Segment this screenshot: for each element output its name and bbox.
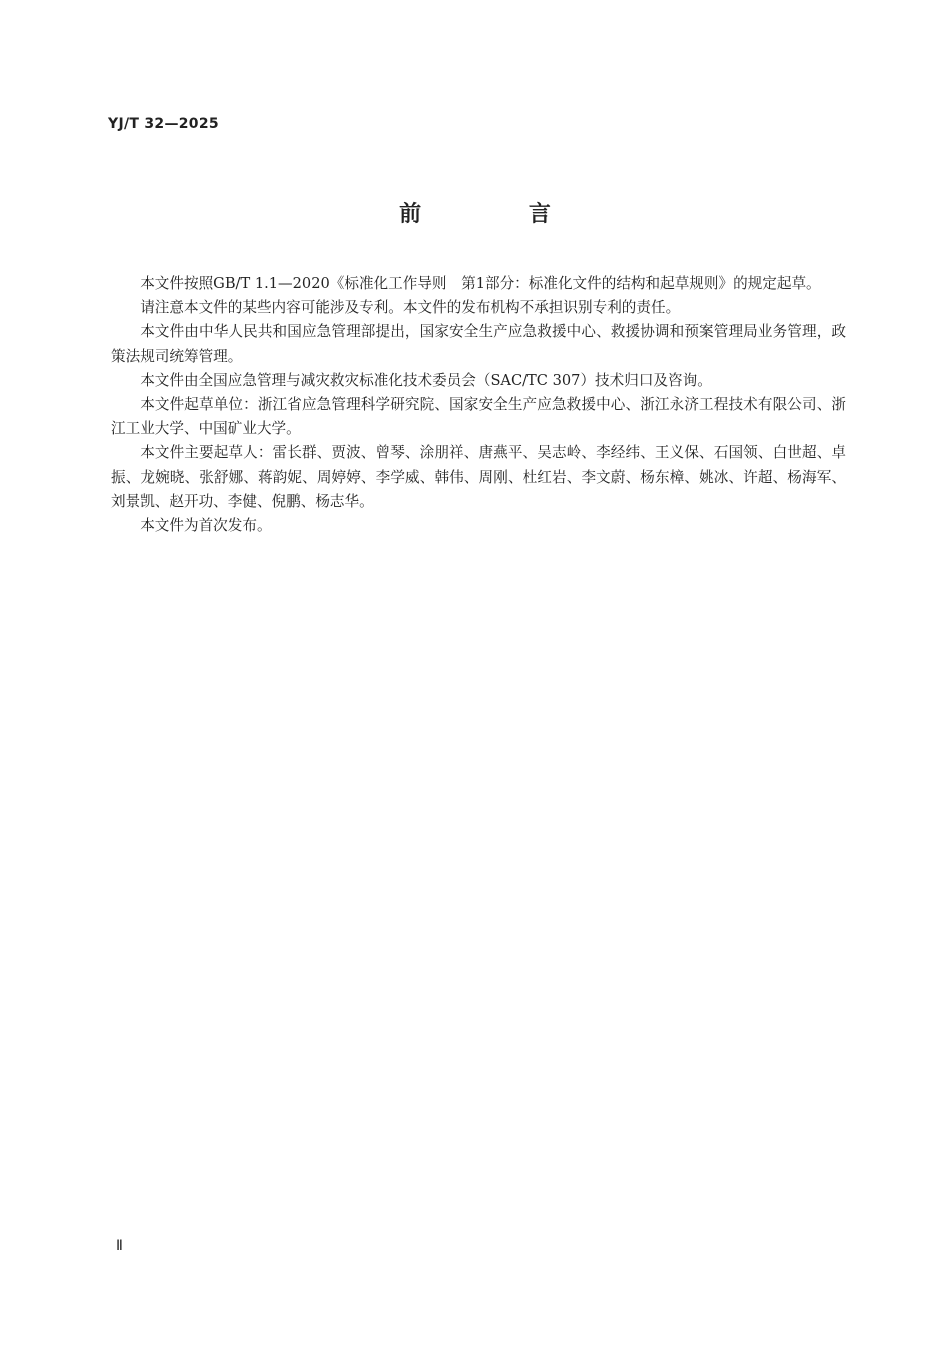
paragraph-technical-committee: 本文件由全国应急管理与减灾救灾标准化技术委员会（SAC/TC 307）技术归口及咨询。 [140,371,712,389]
page-number: Ⅱ [116,1238,123,1254]
paragraph-drafting-units: 本文件起草单位：浙江省应急管理科学研究院、国家安全生产应急救援中心、浙江永济工程技术有限公司、浙江工业大学、中国矿业大学。 [111,396,846,438]
foreword-body [111,272,846,538]
page-title: 前 言 [399,202,601,227]
paragraph-patent-notice: 请注意本文件的某些内容可能涉及专利。本文件的发布机构不承担识别专利的责任。 [140,299,681,317]
paragraph-drafting-basis: 本文件按照GB/T 1.1—2020《标准化工作导则 第1部分：标准化文件的结构和起草规则》的规定起草。 [140,275,821,292]
document-id: YJ/T 32—2025 [108,116,219,132]
paragraph-proposer: 本文件由中华人民共和国应急管理部提出，国家安全生产应急救援中心、救援协调和预案管理局业务管理，政策法规司统筹管理。 [111,323,846,365]
paragraph-first-release: 本文件为首次发布。 [140,517,272,535]
paragraph-drafters: 本文件主要起草人：雷长群、贾波、曾琴、涂朋祥、唐燕平、吴志岭、李经纬、王义保、石国领、白世超、卓振、龙婉晓、张舒娜、蒋韵妮、周婷婷、李学威、韩伟、周刚、杜红岩、李文蔚、杨东樟、姚冰、许超、杨海军、刘景凯、赵开功、李健、倪鹏、杨志华。 [111,444,846,510]
